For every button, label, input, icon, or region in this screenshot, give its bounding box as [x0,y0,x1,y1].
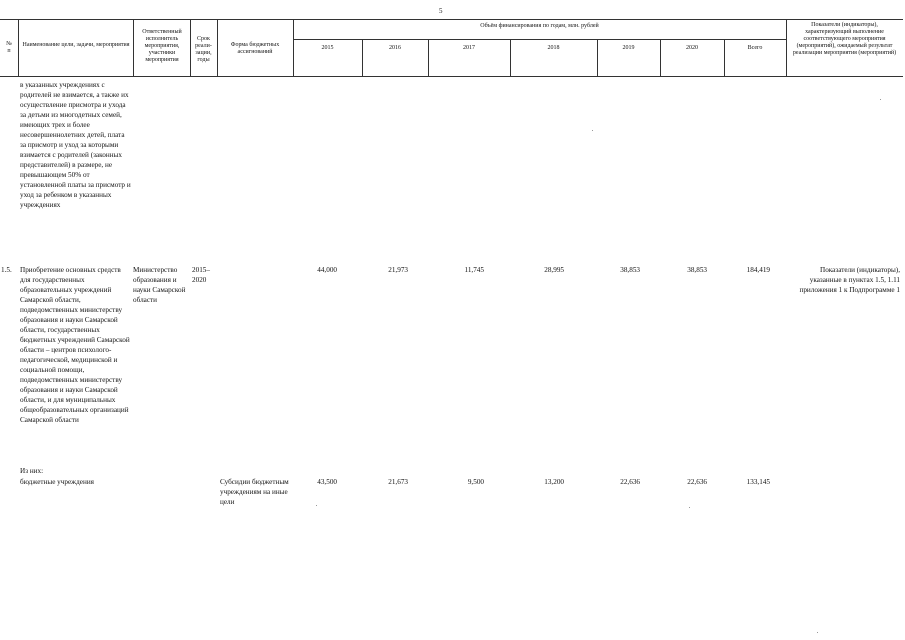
header-term: Срок реали-зации, годы [195,36,212,63]
row-1-5-2019: 38,853 [620,266,640,274]
subrow-2016: 21,673 [388,478,408,486]
header-executor: Ответственный исполнитель мероприятия, участники мероприятия [142,29,182,63]
header-num: № п [6,41,12,54]
subrow-total: 133,145 [746,478,770,486]
table-header [0,19,903,77]
subrow-form: Субсидии бюджетным учреждениям на иные цели [220,478,289,506]
subrow-2020: 22,636 [687,478,707,486]
of-them-label: Из них: [20,467,44,475]
subrow-2019: 22,636 [620,478,640,486]
subrow-2018: 13,200 [544,478,564,486]
row-1-5-indicators: Показатели (индикаторы), указанные в пунктах 1.5, 1.11 приложения 1 к Подпрограмме 1 [799,266,900,294]
row-1-5-executor: Министерство образования и науки Самарской области [133,266,186,304]
row-1-5-2016: 21,973 [388,266,408,274]
header-year-2020: 2020 [686,45,698,51]
subrow-name: бюджетные учреждения [20,478,94,486]
row-1-5-2017: 11,745 [464,266,484,274]
scan-speck [689,507,690,508]
scan-speck [880,99,881,100]
row-1-5-term: 2015–2020 [192,266,210,284]
row-1-5-2015: 44,000 [317,266,337,274]
scan-speck [316,505,317,506]
subrow-2017: 9,500 [467,478,484,486]
header-year-2019: 2019 [622,45,635,51]
scan-speck [592,130,593,131]
header-year-2018: 2018 [547,45,560,51]
header-year-total: Всего [747,45,763,51]
header-financing: Объём финансирования по годам, млн. рублей [480,23,599,29]
header-name: Наименование цели, задачи, мероприятия [22,42,130,48]
row-1-5-number: 1.5. [1,266,12,274]
row-1-5-total: 184,419 [746,266,770,274]
header-indicators: Показатели (индикаторы), характеризующий выполнение соответствующего мероприятия (мероприятий), ожидаемый результат реализации мероприятия (мероприятий) [792,22,897,56]
header-form: Форма бюджетных ассигнований [230,42,280,55]
header-year-2016: 2016 [389,45,401,51]
row-1-5-2018: 28,995 [544,266,564,274]
subrow-2015: 43,500 [317,478,337,486]
row-1-5-2020: 38,853 [687,266,707,274]
header-year-2015: 2015 [321,45,334,51]
header-year-2017: 2017 [463,45,475,51]
page-number: 5 [439,7,443,15]
row-1-5-name: Приобретение основных средств для государственных образовательных учреждений Самарской области, подведомственных министерству образования и науки Самарской области, государственных бюджетных учреждений Самарской области – центров психолого-педагогической, медицинской и социальной помощи, подведомственных министерству образования и науки Самарской области, и для муниципальных общеобразовательных организаций Самарской области [20,266,130,424]
scan-speck [817,632,818,633]
continuation-text: в указанных учреждениях с родителей не взимается, а также их осуществление присмотра и ухода за детьми из многодетных семей, имеющих трех и более несовершеннолетних детей, плата за присмотр и уход за которыми взимается с родителей (законных представителей) в размере, не превышающем 50% от установленной платы за присмотр и уход за ребенком в указанных учреждениях [20,81,131,209]
